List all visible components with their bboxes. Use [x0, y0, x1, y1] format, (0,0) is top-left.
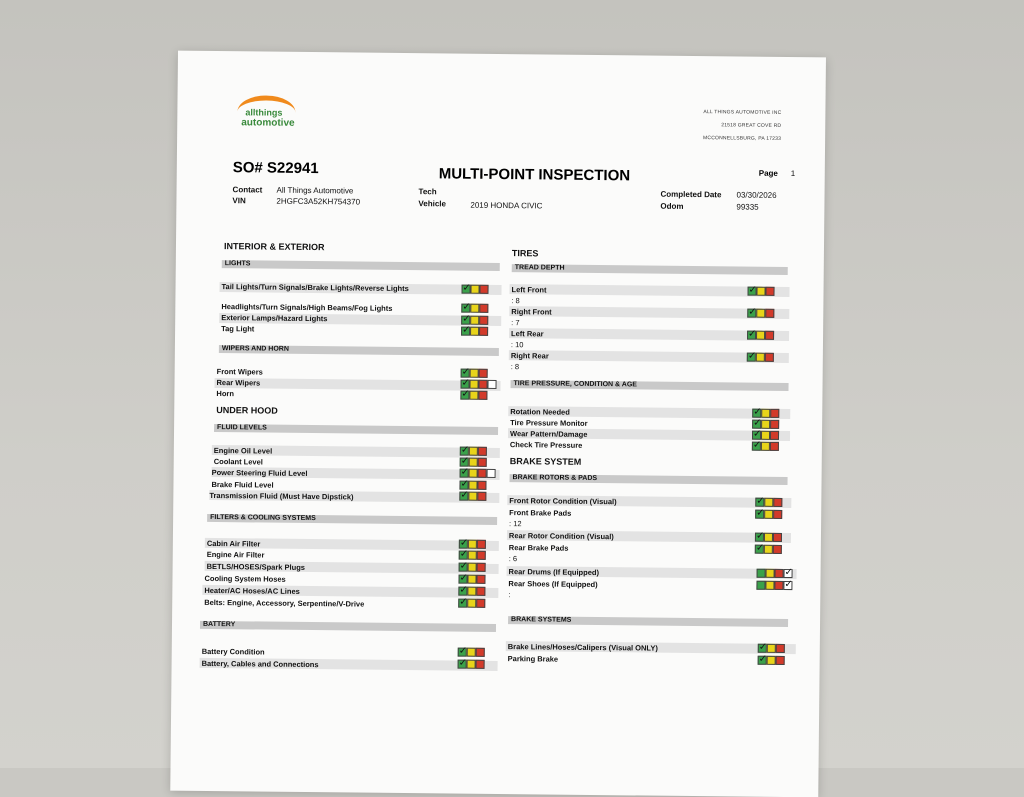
rating-boxes: [461, 369, 488, 378]
rating-boxes: [460, 380, 496, 389]
page-title: MULTI-POINT INSPECTION: [438, 165, 631, 185]
rating-boxes: [747, 353, 774, 362]
logo-line2: automotive: [241, 117, 295, 129]
address-line: MCCONNELLSBURG, PA 17233: [703, 135, 782, 142]
item-belts-engine: Belts: Engine, Accessory, Serpentine/V-Drive: [204, 597, 365, 609]
service-order-number: SO# S22941: [232, 159, 319, 178]
logo-line1: allthings: [245, 107, 283, 118]
rating-boxes: [461, 316, 488, 325]
item-transmission-fluid: Transmission Fluid (Must Have Dipstick): [209, 490, 354, 502]
item-horn: Horn: [216, 389, 234, 399]
rating-boxes: [755, 498, 782, 507]
vin-value: 2HGFC3A52KH754370: [276, 196, 361, 207]
rating-boxes: [747, 331, 774, 340]
item-engine-air-filter: Engine Air Filter: [206, 549, 265, 560]
subsection-band: [200, 621, 496, 632]
rating-boxes: [460, 469, 496, 478]
item-rear-rotor: Rear Rotor Condition (Visual): [508, 531, 614, 542]
item-cooling-hoses: Cooling System Hoses: [204, 573, 286, 584]
page-number: 1: [790, 169, 796, 179]
contact-label: Contact: [232, 185, 263, 195]
rating-boxes: [460, 458, 487, 467]
item-exterior-lamps: Exterior Lamps/Hazard Lights: [221, 313, 328, 324]
company-address: [703, 106, 781, 146]
value-left-rear: : 10: [510, 340, 524, 350]
rating-boxes: [459, 481, 486, 490]
vehicle-label: Vehicle: [418, 199, 447, 209]
rating-boxes: [461, 285, 488, 294]
item-power-steering: Power Steering Fluid Level: [211, 467, 308, 478]
rating-boxes: [461, 304, 488, 313]
rating-boxes: [458, 587, 485, 596]
item-heater-ac-hoses: Heater/AC Hoses/AC Lines: [204, 585, 300, 596]
address-line: ALL THINGS AUTOMOTIVE INC: [703, 109, 782, 116]
page-label: Page: [758, 168, 778, 178]
item-wear-pattern: Wear Pattern/Damage: [509, 429, 588, 439]
contact-value: All Things Automotive: [276, 185, 354, 196]
rating-boxes: [752, 431, 779, 440]
value-rear-shoes: :: [508, 590, 511, 600]
rating-boxes: [752, 409, 779, 418]
item-battery-condition: Battery Condition: [201, 646, 265, 657]
value-right-front: : 7: [511, 318, 520, 328]
value-left-front: : 8: [511, 296, 520, 306]
rating-boxes: [461, 327, 488, 336]
rating-boxes: [752, 442, 779, 451]
inspection-sheet: [170, 51, 826, 797]
item-parking-brake: Parking Brake: [507, 654, 559, 664]
item-front-wipers: Front Wipers: [216, 367, 263, 377]
company-logo: [231, 95, 301, 136]
subsection-brake-systems: BRAKE SYSTEMS: [511, 616, 572, 624]
item-cabin-air-filter: Cabin Air Filter: [206, 538, 261, 549]
item-tail-lights: Tail Lights/Turn Signals/Brake Lights/Reverse Lights: [221, 282, 409, 294]
item-tire-pressure-monitor: Tire Pressure Monitor: [510, 418, 588, 428]
value-front-brake-pads: : 12: [509, 519, 522, 529]
subsection-tire-pressure: TIRE PRESSURE, CONDITION & AGE: [513, 380, 638, 389]
item-tag-light: Tag Light: [221, 324, 255, 334]
item-rotation-needed: Rotation Needed: [510, 407, 570, 417]
subsection-wipers: WIPERS AND HORN: [221, 345, 289, 353]
vin-label: VIN: [232, 196, 246, 206]
vehicle-value: 2019 HONDA CIVIC: [470, 200, 543, 211]
item-rear-brake-pads: Rear Brake Pads: [508, 543, 569, 553]
section-interior-exterior: INTERIOR & EXTERIOR: [223, 241, 325, 253]
item-rear-wipers: Rear Wipers: [216, 378, 261, 388]
subsection-battery: BATTERY: [202, 620, 236, 629]
section-under-hood: UNDER HOOD: [216, 405, 278, 416]
item-battery-cables: Battery, Cables and Connections: [201, 658, 319, 670]
subsection-band: [222, 260, 500, 271]
rating-boxes: [752, 420, 779, 429]
address-line: 21518 GREAT COVE RD: [721, 122, 782, 129]
rating-boxes: [757, 569, 793, 578]
odometer-value: 99335: [736, 202, 759, 212]
rating-boxes: [459, 492, 486, 501]
value-right-rear: : 8: [510, 362, 520, 372]
subsection-brake-rotors-pads: BRAKE ROTORS & PADS: [512, 474, 598, 483]
rating-boxes: [459, 551, 486, 560]
rating-boxes: [458, 599, 485, 608]
rating-boxes: [755, 533, 782, 542]
rating-boxes: [758, 644, 785, 653]
item-rear-drums: Rear Drums (If Equipped): [508, 567, 600, 578]
rating-boxes: [747, 309, 774, 318]
rating-boxes: [747, 287, 774, 296]
subsection-lights: LIGHTS: [224, 260, 251, 268]
item-check-tire-pressure: Check Tire Pressure: [509, 440, 583, 450]
odometer-label: Odom: [660, 201, 684, 211]
rating-boxes: [758, 656, 785, 665]
rating-boxes: [458, 575, 485, 584]
item-brake-lines: Brake Lines/Hoses/Calipers (Visual ONLY): [507, 642, 658, 653]
rating-boxes: [460, 447, 487, 456]
rating-boxes: [458, 648, 485, 657]
item-headlights: Headlights/Turn Signals/High Beams/Fog Lights: [221, 302, 393, 313]
subsection-fluid-levels: FLUID LEVELS: [217, 424, 267, 432]
item-left-front: Left Front: [511, 285, 547, 295]
rating-boxes: [460, 391, 487, 400]
completed-date-label: Completed Date: [660, 189, 722, 200]
completed-date-value: 03/30/2026: [736, 190, 777, 200]
rating-boxes: [755, 510, 782, 519]
item-rear-shoes: Rear Shoes (If Equipped): [508, 579, 598, 590]
item-right-rear: Right Rear: [510, 351, 549, 361]
rating-boxes: [458, 660, 485, 669]
rating-boxes: [755, 545, 782, 554]
item-right-front: Right Front: [511, 307, 552, 317]
item-coolant: Coolant Level: [213, 457, 263, 467]
item-left-rear: Left Rear: [511, 329, 544, 339]
item-belts-hoses-spark-plugs: BETLS/HOSES/Spark Plugs: [206, 561, 306, 572]
item-front-brake-pads: Front Brake Pads: [509, 508, 572, 518]
subsection-tread-depth: TREAD DEPTH: [514, 264, 565, 272]
tech-label: Tech: [418, 187, 437, 197]
item-engine-oil: Engine Oil Level: [213, 446, 273, 456]
subsection-filters-cooling: FILTERS & COOLING SYSTEMS: [210, 513, 316, 523]
section-brake-system: BRAKE SYSTEM: [509, 456, 582, 467]
value-rear-brake-pads: : 6: [508, 554, 518, 564]
item-brake-fluid: Brake Fluid Level: [211, 479, 274, 490]
rating-boxes: [459, 563, 486, 572]
section-tires: TIRES: [511, 248, 539, 259]
item-front-rotor: Front Rotor Condition (Visual): [509, 496, 617, 507]
rating-boxes: [459, 540, 486, 549]
rating-boxes: [756, 581, 792, 590]
